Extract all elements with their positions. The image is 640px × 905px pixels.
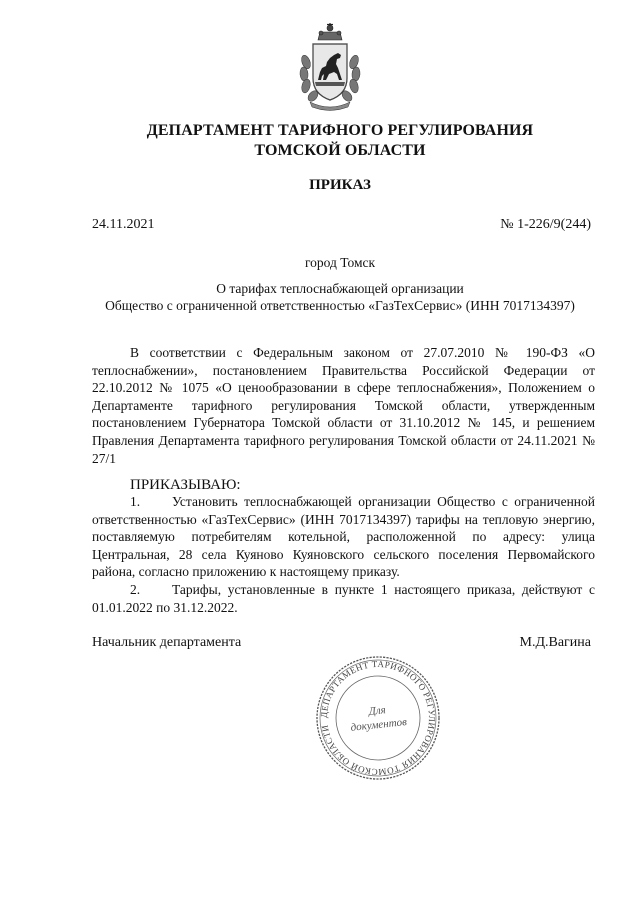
document-subject	[60, 280, 620, 314]
stamp-ring-text: ДЕПАРТАМЕНТ ТАРИФНОГО РЕГУЛИРОВАНИЯ ТОМСКОЙ ОБЛАСТИ	[318, 658, 438, 778]
subject-line1: О тарифах теплоснабжающей организации	[216, 281, 464, 296]
signatory-name: М.Д.Вагина	[519, 635, 591, 650]
subject-line2: Общество с ограниченной ответственностью «ГазТехСервис» (ИНН 7017134397)	[105, 298, 575, 313]
item-number: 2.	[130, 581, 141, 597]
order-items	[92, 493, 595, 616]
document-number: № 1-226/9(244)	[500, 217, 591, 232]
stamp-center-line1: Для	[368, 704, 387, 718]
department-title-line2: ТОМСКОЙ ОБЛАСТИ	[254, 142, 426, 159]
official-stamp	[314, 654, 442, 782]
item-number: 1.	[130, 494, 141, 509]
document-city: город Томск	[304, 255, 376, 270]
order-keyword: ПРИКАЗЫВАЮ:	[130, 477, 241, 493]
document-date: 24.11.2021	[92, 217, 155, 232]
stamp-center-line2: документов	[350, 716, 408, 734]
tomsk-coat-of-arms-icon	[296, 22, 364, 114]
department-title-line1: ДЕПАРТАМЕНТ ТАРИФНОГО РЕГУЛИРОВАНИЯ	[146, 122, 534, 139]
item-text: Установить теплоснабжающей организации Общество с ограниченной ответственностью «ГазТехСервис» (ИНН 7017134397) тарифы на тепловую энергию, поставляемую потребителям котельной, расположенной по адресу: улица Центральная, 28 села Куяново Куяновского сельского поселения Первомайского района, согласно приложению к настоящему приказу.	[92, 494, 595, 580]
order-item	[92, 581, 595, 616]
item-text: Тарифы, установленные в пункте 1 настоящего приказа, действуют с 01.01.2022 по 31.12.2022.	[92, 581, 595, 615]
department-title	[60, 121, 620, 161]
order-item	[92, 493, 595, 581]
document-type: ПРИКАЗ	[309, 177, 371, 193]
signatory-role: Начальник департамента	[92, 635, 242, 650]
legal-basis-paragraph: В соответствии с Федеральным законом от 27.07.2010 № 190-ФЗ «О теплоснабжении», постановлением Правительства Российской Федерации от 22.10.2012 № 1075 «О ценообразовании в сфере теплоснабжения», Положением о Департаменте тарифного регулирования Томской области, утвержденным постановлением Губернатора Томской области от 31.10.2012 № 145, и решением Правления Департамента тарифного регулирования Томской области от 24.11.2021 № 27/1	[92, 345, 595, 466]
